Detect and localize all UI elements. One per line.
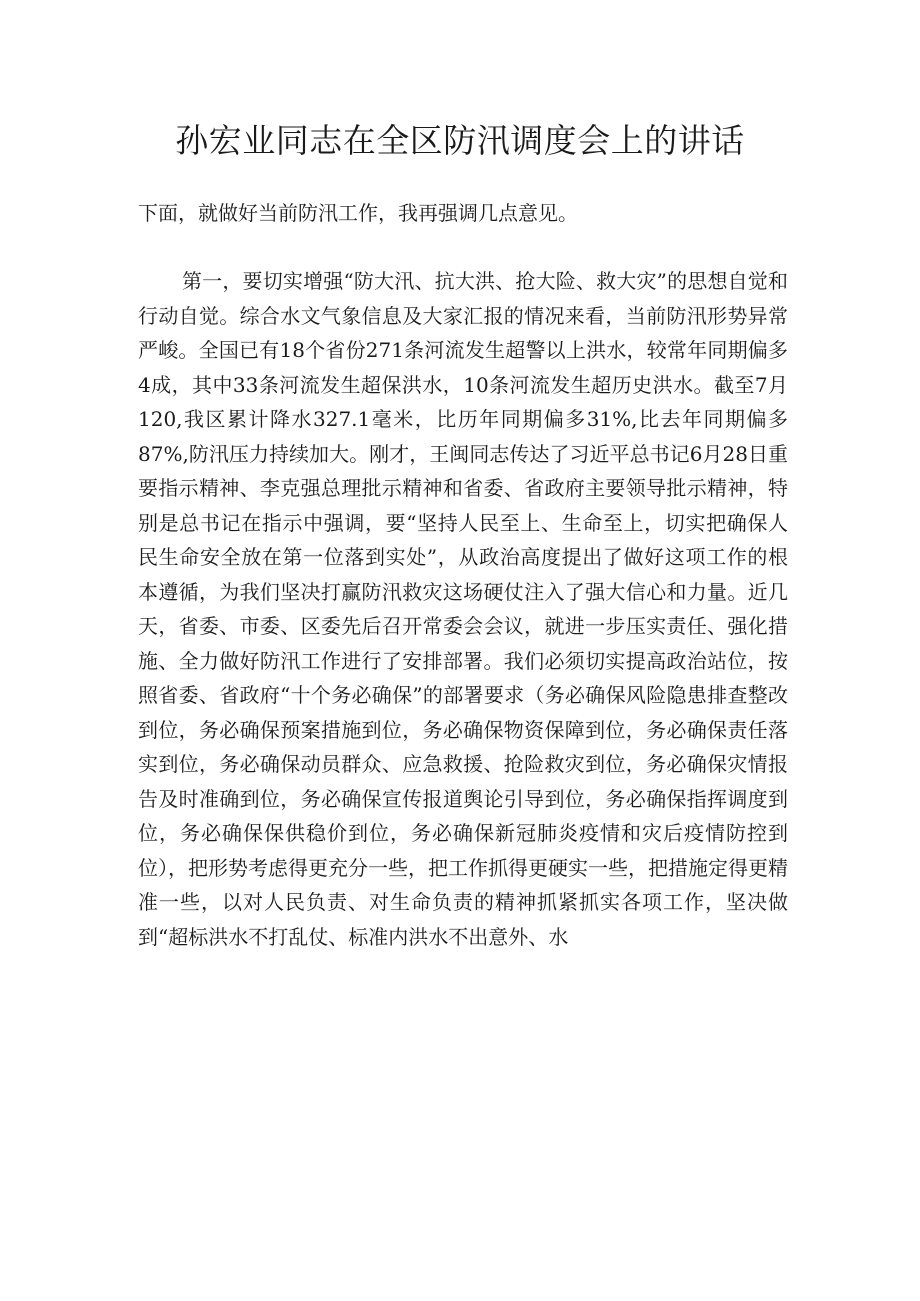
- speech-title: 孙宏业同志在全区防汛调度会上的讲话: [175, 121, 745, 160]
- body-paragraph: 第一，要切实增强“防大汛、抗大洪、抢大险、救大灾”的思想自觉和行动自觉。综合水文气象信息及大家汇报的情况来看，当前防汛形势异常严峻。全国已有18个省份271条河流发生超警以上洪水，较常年同期偏多4成，其中33条河流发生超保洪水，10条河流发生超历史洪水。截至7月120,我区累计降水327.1毫米，比历年同期偏多31%,比去年同期偏多87%,防汛压力持续加大。刚才，王闽同志传达了习近平总书记6月28日重要指示精神、李克强总理批示精神和省委、省政府主要领导批示精神，特别是总书记在指示中强调，要“坚持人民至上、生命至上，切实把确保人民生命安全放在第一位落到实处”，从政治高度提出了做好这项工作的根本遵循，为我们坚决打赢防汛救灾这场硬仗注入了强大信心和力量。近几天，省委、市委、区委先后召开常委会会议，就进一步压实责任、强化措施、全力做好防汛工作进行了安排部署。我们必须切实提高政治站位，按照省委、省政府“十个务必确保”的部署要求（务必确保风险隐患排查整改到位，务必确保预案措施到位，务必确保物资保障到位，务必确保责任落实到位，务必确保动员群众、应急救援、抢险救灾到位，务必确保灾情报告及时准确到位，务必确保宣传报道舆论引导到位，务必确保指挥调度到位，务必确保保供稳价到位，务必确保新冠肺炎疫情和灾后疫情防控到位），把形势考虑得更充分一些，把工作抓得更硬实一些，把措施定得更精准一些，以对人民负责、对生命负责的精神抓紧抓实各项工作，坚决做到“超标洪水不打乱仗、标准内洪水不出意外、水: [138, 269, 788, 949]
- intro-paragraph: 下面，就做好当前防汛工作，我再强调几点意见。: [138, 201, 578, 225]
